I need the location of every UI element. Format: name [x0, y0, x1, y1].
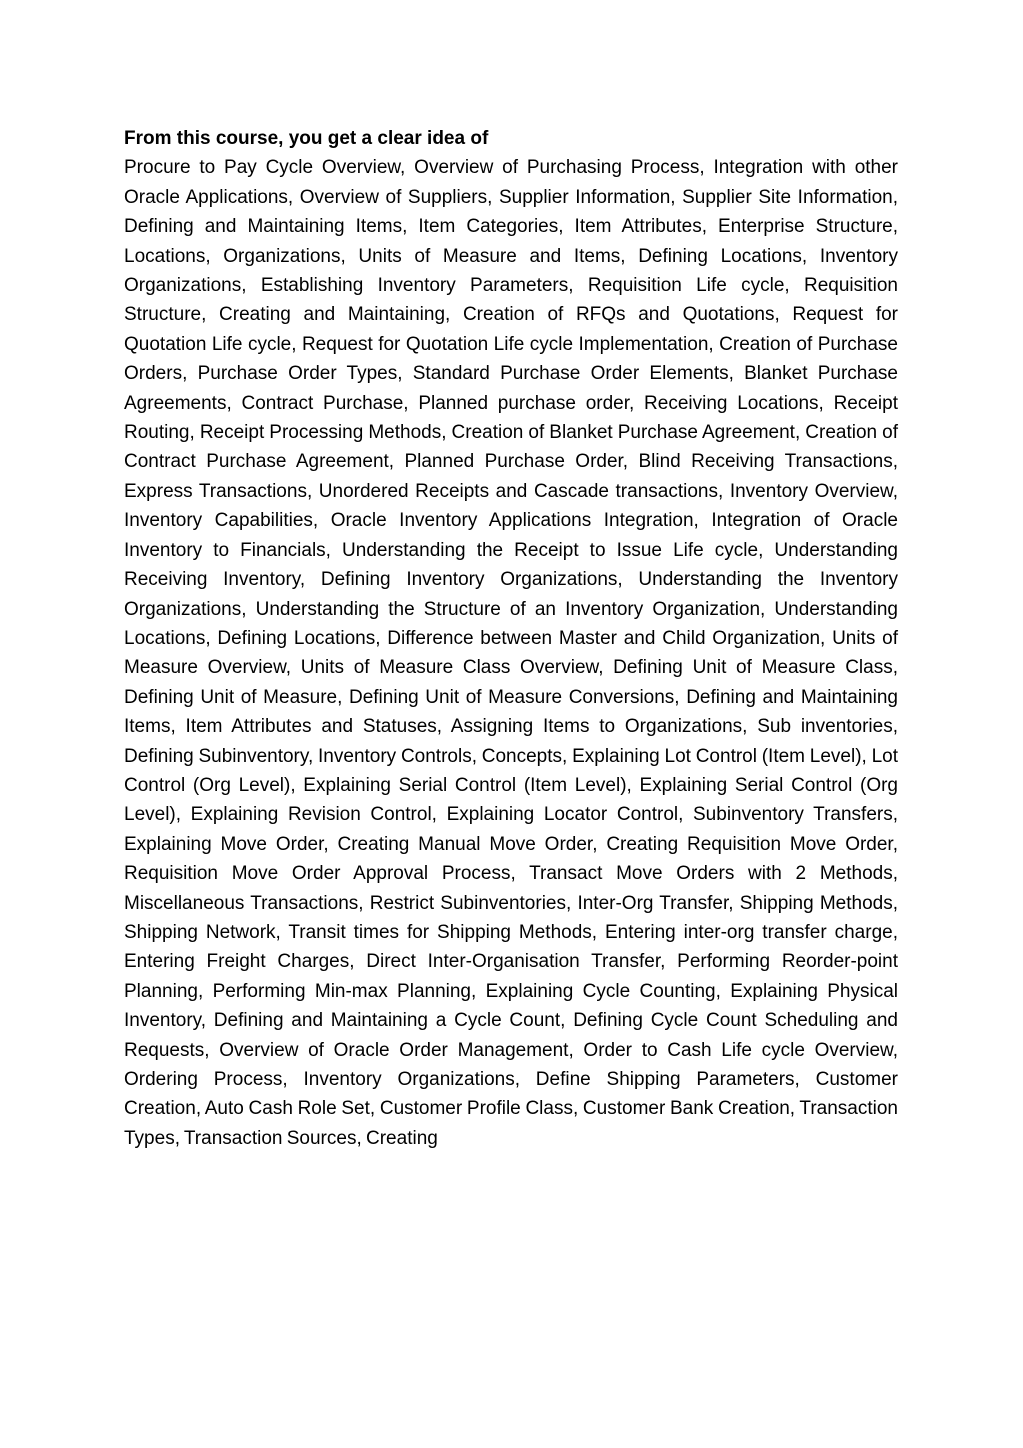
course-topics-paragraph: Procure to Pay Cycle Overview, Overview of Purchasing Process, Integration with other Oracle Applications, Overview of Suppliers, Supplier Information, Supplier Site Information, Defining and Maintaining Items, Item Categories, Item Attributes, Enterprise Structure, Locations, Organizations, Units of Measure and Items, Defining Locations, Inventory Organizations, Establishing Inventory Parameters, Requisition Life cycle, Requisition Structure, Creating and Maintaining, Creation of RFQs and Quotations, Request for Quotation Life cycle, Request for Quotation Life cycle Implementation, Creation of Purchase Orders, Purchase Order Types, Standard Purchase Order Elements, Blanket Purchase Agreements, Contract Purchase, Planned purchase order, Receiving Locations, Receipt Routing, Receipt Processing Methods, Creation of Blanket Purchase Agreement, Creation of Contract Purchase Agreement, Planned Purchase Order, Blind Receiving Transactions, Express Transactions, Unordered Receipts and Cascade transactions, Inventory Overview, Inventory Capabilities, Oracle Inventory Applications Integration, Integration of Oracle Inventory to Financials, Understanding the Receipt to Issue Life cycle, Understanding Receiving Inventory, Defining Inventory Organizations, Understanding the Inventory Organizations, Understanding the Structure of an Inventory Organization, Understanding Locations, Defining Locations, Difference between Master and Child Organization, Units of Measure Overview, Units of Measure Class Overview, Defining Unit of Measure Class, Defining Unit of Measure, Defining Unit of Measure Conversions, Defining and Maintaining Items, Item Attributes and Statuses, Assigning Items to Organizations, Sub inventories, Defining Subinventory, Inventory Controls, Concepts, Explaining Lot Control (Item Level), Lot Control (Org Level), Explaining Serial Control (Item Level), Explaining Serial Control (Org Level), Explaining Revision Control, Explaining Locator Control, Subinventory Transfers, Explaining Move Order, Creating Manual Move Order, Creating Requisition Move Order, Requisition Move Order Approval Process, Transact Move Orders with 2 Methods, Miscellaneous Transactions, Restrict Subinventories, Inter-Org Transfer, Shipping Methods, Shipping Network, Transit times for Shipping Methods, Entering inter-org transfer charge, Entering Freight Charges, Direct Inter-Organisation Transfer, Performing Reorder-point Planning, Performing Min-max Planning, Explaining Cycle Counting, Explaining Physical Inventory, Defining and Maintaining a Cycle Count, Defining Cycle Count Scheduling and Requests, Overview of Oracle Order Management, Order to Cash Life cycle Overview, Ordering Process, Inventory Organizations, Define Shipping Parameters, Customer Creation, Auto Cash Role Set, Customer Profile Class, Customer Bank Creation, Transaction Types, Transaction Sources, Creating	[124, 157, 898, 1149]
section-heading: From this course, you get a clear idea of	[124, 128, 489, 149]
document-content	[124, 124, 898, 1153]
